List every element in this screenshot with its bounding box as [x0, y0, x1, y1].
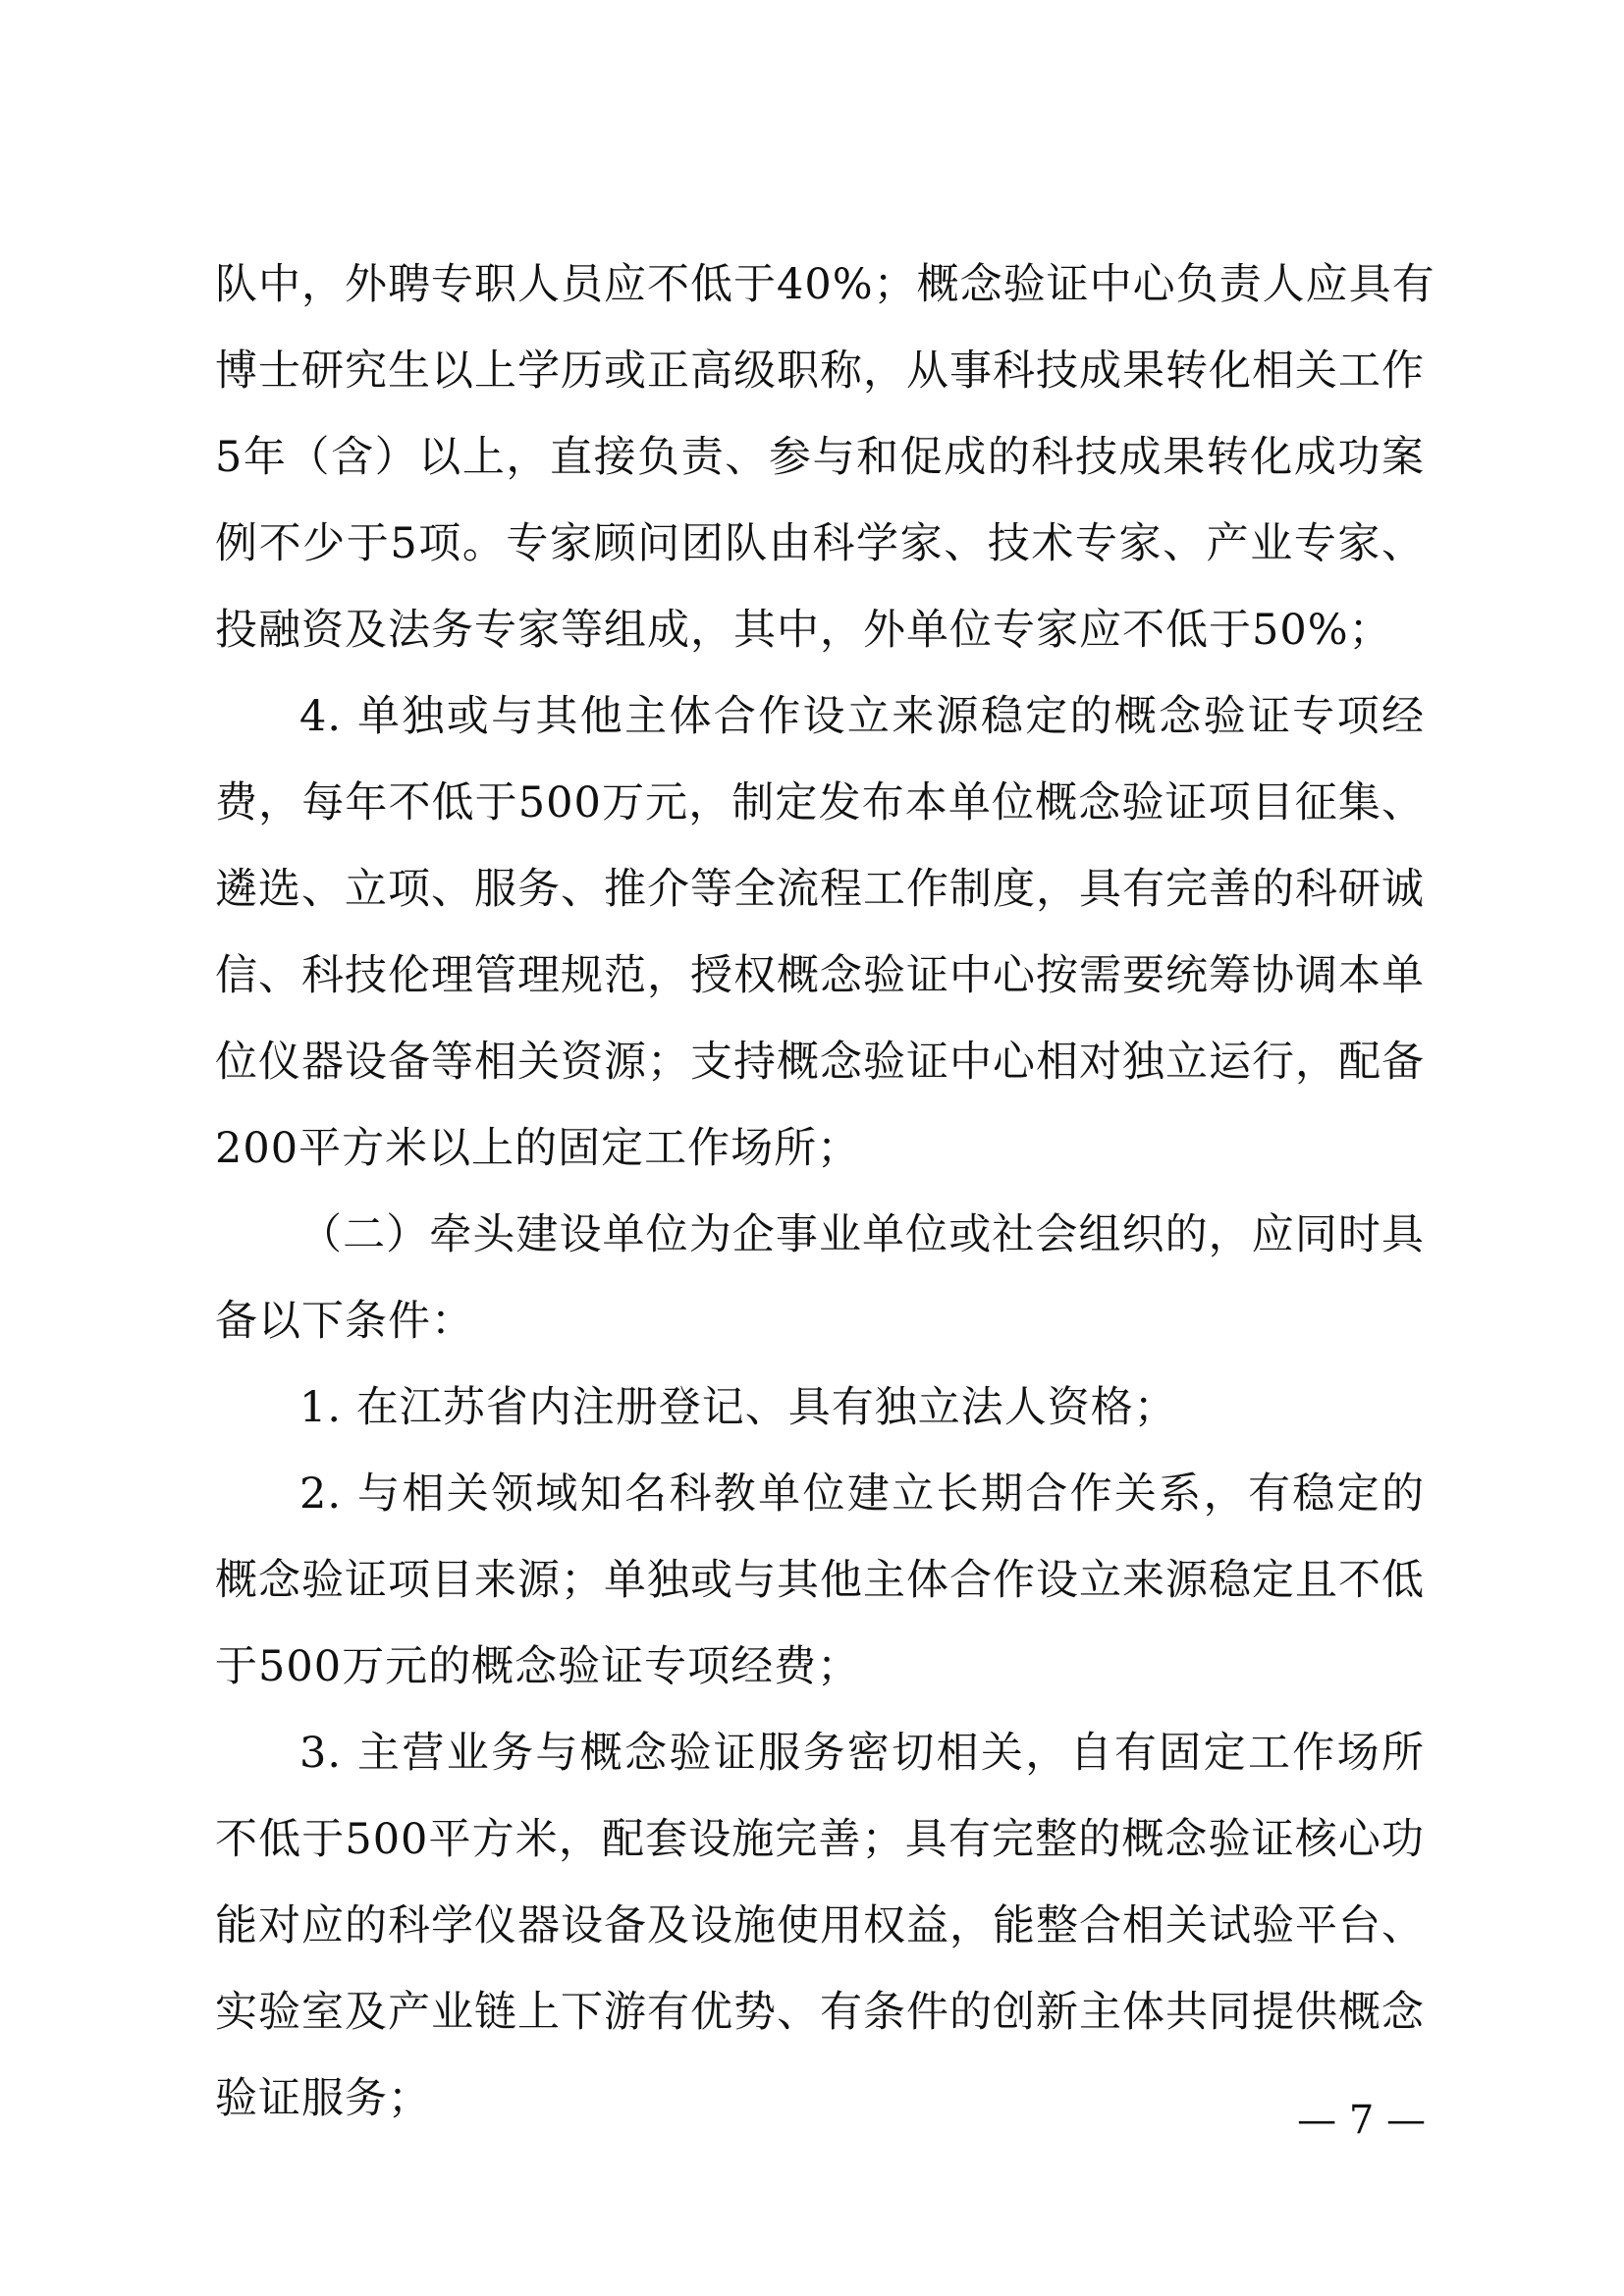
text-line: 投融资及法务专家等组成，其中，外单位专家应不低于50%；	[215, 606, 1392, 655]
text-line: 概念验证项目来源；单独或与其他主体合作设立来源稳定且不低	[215, 1556, 1425, 1605]
text-line: 能对应的科学仪器设备及设施使用权益，能整合相关试验平台、	[215, 1901, 1425, 1950]
text-line: （二）牵头建设单位为企事业单位或社会组织的，应同时具	[299, 1210, 1425, 1259]
text-line: 3. 主营业务与概念验证服务密切相关，自有固定工作场所	[299, 1729, 1425, 1778]
text-line: 备以下条件：	[215, 1297, 474, 1346]
text-line: 5年（含）以上，直接负责、参与和促成的科技成果转化成功案	[215, 433, 1425, 482]
text-line: 不低于500平方米，配套设施完善；具有完整的概念验证核心功	[215, 1815, 1425, 1864]
text-line: 费，每年不低于500万元，制定发布本单位概念验证项目征集、	[215, 778, 1425, 828]
text-line: 200平方米以上的固定工作场所；	[215, 1124, 861, 1173]
body-text	[215, 241, 1435, 2142]
text-line: 例不少于5项。专家顾问团队由科学家、技术专家、产业专家、	[215, 519, 1425, 568]
text-line: 1. 在江苏省内注册登记、具有独立法人资格；	[299, 1383, 1177, 1432]
page-number: — 7 —	[1297, 2098, 1426, 2143]
text-line: 信、科技伦理管理规范，授权概念验证中心按需要统筹协调本单	[215, 951, 1425, 1000]
text-line: 实验室及产业链上下游有优势、有条件的创新主体共同提供概念	[215, 1988, 1425, 2037]
text-line: 验证服务；	[215, 2074, 431, 2123]
text-line: 于500万元的概念验证专项经费；	[215, 1642, 861, 1691]
text-line: 遴选、立项、服务、推介等全流程工作制度，具有完善的科研诚	[215, 865, 1425, 914]
text-line: 2. 与相关领域知名科教单位建立长期合作关系，有稳定的	[299, 1469, 1425, 1519]
text-line: 博士研究生以上学历或正高级职称，从事科技成果转化相关工作	[215, 347, 1425, 396]
text-line: 4. 单独或与其他主体合作设立来源稳定的概念验证专项经	[299, 692, 1425, 741]
text-line: 位仪器设备等相关资源；支持概念验证中心相对独立运行，配备	[215, 1038, 1425, 1087]
text-line: 队中，外聘专职人员应不低于40%；概念验证中心负责人应具有	[215, 260, 1435, 309]
